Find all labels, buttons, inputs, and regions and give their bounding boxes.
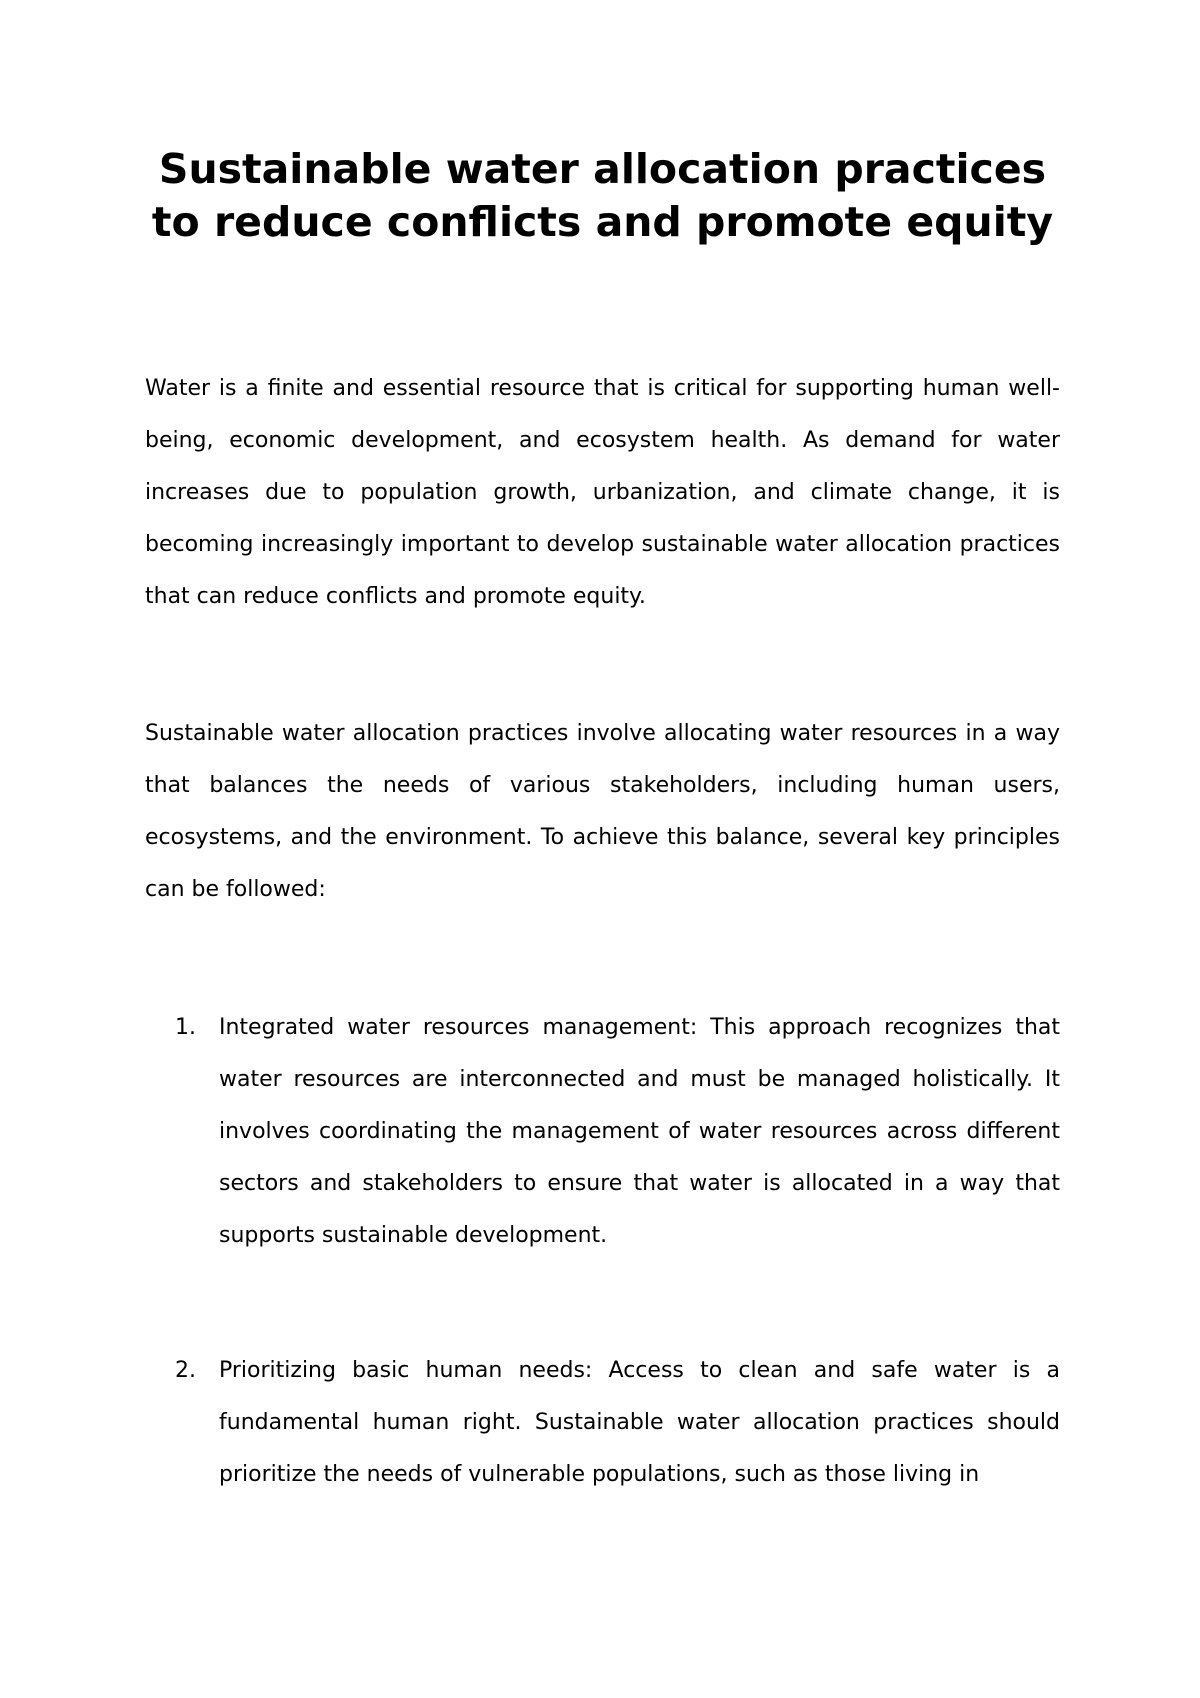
- list-item-number: 1.: [175, 1015, 196, 1040]
- intro-paragraph: Water is a finite and essential resource that is critical for supporting human well-being, economic development, and ecosystem health. As demand for water increases due to population growth, urbanization, and climate change, it is becoming increasingly important to develop sustainable water allocation practices that can reduce conflicts and promote equity.: [145, 376, 1060, 609]
- list-item: [145, 1345, 1060, 1501]
- document-title: Sustainable water allocation practices to reduce conflicts and promote equity: [151, 145, 1054, 246]
- list-item-text: Prioritizing basic human needs: Access to clean and safe water is a fundamental human right. Sustainable water allocation practices should prioritize the needs of vulnerable populations, such as those living in: [219, 1358, 1060, 1487]
- list-item-text: Integrated water resources management: This approach recognizes that water resources are interconnected and must be managed holistically. It involves coordinating the management of water resources across different sectors and stakeholders to ensure that water is allocated in a way that supports sustainable development.: [219, 1015, 1060, 1248]
- list-item: [145, 1002, 1060, 1262]
- list-item-number: 2.: [175, 1358, 196, 1383]
- principles-paragraph: Sustainable water allocation practices involve allocating water resources in a way that balances the needs of various stakeholders, including human users, ecosystems, and the environment. To achieve this balance, several key principles can be followed:: [145, 721, 1060, 902]
